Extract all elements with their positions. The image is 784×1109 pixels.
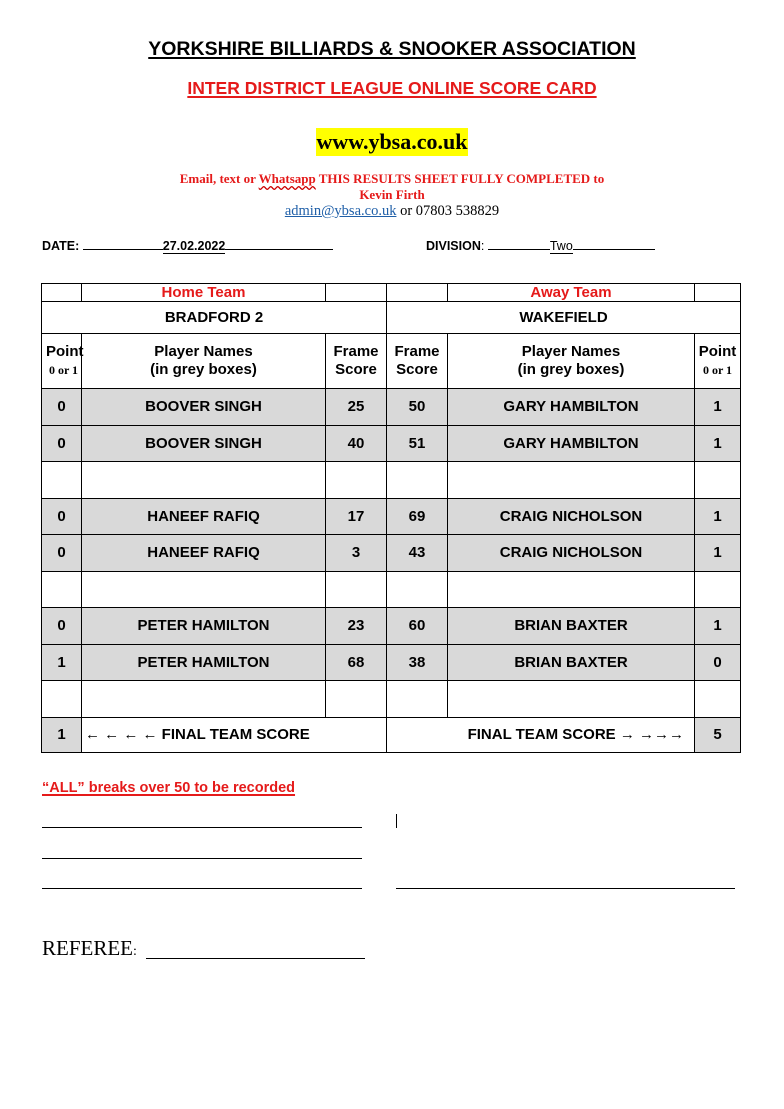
away-score-cell[interactable]: 50: [387, 389, 448, 426]
away-point-cell[interactable]: 0: [695, 644, 741, 681]
away-point-cell[interactable]: 1: [695, 608, 741, 645]
contact-phone: 07803 538829: [415, 203, 500, 219]
empty-cell[interactable]: [448, 571, 695, 608]
home-player-names-header: [82, 334, 326, 389]
point-header-text: Point: [46, 343, 84, 360]
date-field: [42, 236, 333, 253]
division-colon: :: [480, 239, 485, 253]
blank-cell: [695, 284, 741, 302]
empty-cell[interactable]: [448, 462, 695, 499]
home-score-cell[interactable]: 3: [326, 535, 387, 572]
away-point-header: [695, 334, 741, 389]
away-player-cell[interactable]: GARY HAMBILTON: [448, 389, 695, 426]
home-score-cell[interactable]: 25: [326, 389, 387, 426]
spacer-row: [42, 681, 741, 718]
text-cursor: [396, 814, 397, 828]
home-player-cell[interactable]: BOOVER SINGH: [82, 425, 326, 462]
empty-cell[interactable]: [387, 681, 448, 718]
home-player-cell[interactable]: PETER HAMILTON: [82, 644, 326, 681]
blank-cell: [326, 284, 387, 302]
referee-label: REFEREE: [42, 936, 134, 960]
away-frame-score-header: [387, 334, 448, 389]
contact-line: [0, 203, 784, 220]
referee-signature-line[interactable]: [146, 958, 365, 959]
scorecard-subtitle-text: INTER DISTRICT LEAGUE ONLINE SCORE CARD: [187, 78, 597, 98]
away-team-label: Away Team: [448, 284, 695, 302]
frame-row: [42, 535, 741, 572]
blank-cell: [387, 284, 448, 302]
away-score-cell[interactable]: 69: [387, 498, 448, 535]
empty-cell[interactable]: [695, 681, 741, 718]
date-value[interactable]: 27.02.2022: [162, 239, 226, 253]
home-score-cell[interactable]: 23: [326, 608, 387, 645]
spacer-row: [42, 571, 741, 608]
frame-text: Frame: [333, 343, 379, 360]
frame-row: [42, 389, 741, 426]
home-point-cell[interactable]: 0: [42, 498, 82, 535]
association-title-text: YORKSHIRE BILLIARDS & SNOOKER ASSOCIATION: [148, 38, 636, 60]
submission-instructions: [0, 171, 784, 202]
away-score-cell[interactable]: 60: [387, 608, 448, 645]
division-field: [426, 236, 655, 253]
home-score-cell[interactable]: 40: [326, 425, 387, 462]
instruction-recipient: Kevin Firth: [359, 186, 425, 202]
team-label-row: [42, 284, 741, 302]
home-frame-score-header: [326, 334, 387, 389]
date-blank-before: [83, 236, 163, 250]
break-entry-line[interactable]: [396, 888, 735, 889]
break-entry-line[interactable]: [42, 858, 362, 859]
empty-cell[interactable]: [695, 462, 741, 499]
home-team-label: Home Team: [82, 284, 326, 302]
blank-cell: [42, 284, 82, 302]
away-score-cell[interactable]: 38: [387, 644, 448, 681]
website-link[interactable]: www.ybsa.co.uk: [316, 129, 468, 154]
score-text: Score: [335, 361, 377, 378]
point-header-sub: 0 or 1: [702, 363, 733, 377]
date-label: DATE:: [42, 239, 80, 253]
instruction-prefix: Email, text or: [179, 171, 259, 186]
empty-cell[interactable]: [42, 681, 82, 718]
away-player-cell[interactable]: BRIAN BAXTER: [448, 608, 695, 645]
empty-cell[interactable]: [326, 681, 387, 718]
instruction-suffix: THIS RESULTS SHEET FULLY COMPLETED to: [315, 171, 605, 186]
away-player-names-header: [448, 334, 695, 389]
division-blank-before: [488, 236, 550, 250]
home-final-label: ← ← ← ← FINAL TEAM SCORE: [82, 717, 387, 752]
frame-text: Frame: [394, 343, 440, 360]
referee-colon: :: [133, 944, 137, 959]
contact-or: or: [396, 203, 416, 219]
home-player-cell[interactable]: BOOVER SINGH: [82, 389, 326, 426]
empty-cell[interactable]: [42, 462, 82, 499]
home-score-cell[interactable]: 17: [326, 498, 387, 535]
division-label: DIVISION: [426, 239, 481, 253]
away-final-score[interactable]: 5: [695, 717, 741, 752]
point-header-sub: 0 or 1: [48, 363, 79, 377]
frame-row: [42, 608, 741, 645]
home-point-cell[interactable]: 1: [42, 644, 82, 681]
player-names-text: Player Names: [521, 343, 621, 360]
empty-cell[interactable]: [42, 571, 82, 608]
division-value[interactable]: Two: [549, 239, 573, 253]
frame-row: [42, 425, 741, 462]
home-point-cell[interactable]: 0: [42, 535, 82, 572]
date-blank-after: [225, 236, 333, 250]
empty-cell[interactable]: [387, 462, 448, 499]
empty-cell[interactable]: [326, 462, 387, 499]
home-score-cell[interactable]: 68: [326, 644, 387, 681]
home-player-cell[interactable]: HANEEF RAFIQ: [82, 498, 326, 535]
home-point-cell[interactable]: 0: [42, 389, 82, 426]
referee-field: [42, 936, 137, 961]
empty-cell[interactable]: [695, 571, 741, 608]
player-names-text: Player Names: [154, 343, 253, 360]
break-entry-line[interactable]: [42, 827, 362, 828]
player-names-sub: (in grey boxes): [150, 361, 257, 378]
breaks-note: [42, 780, 295, 796]
empty-cell[interactable]: [82, 571, 326, 608]
association-title: [0, 38, 784, 61]
empty-cell[interactable]: [82, 462, 326, 499]
away-player-cell[interactable]: CRAIG NICHOLSON: [448, 535, 695, 572]
frame-row: [42, 498, 741, 535]
away-player-cell[interactable]: GARY HAMBILTON: [448, 425, 695, 462]
away-score-cell[interactable]: 51: [387, 425, 448, 462]
away-point-cell[interactable]: 1: [695, 425, 741, 462]
point-header-text: Point: [698, 343, 737, 360]
home-point-cell[interactable]: 0: [42, 425, 82, 462]
score-table: [41, 283, 741, 753]
empty-cell[interactable]: [387, 571, 448, 608]
column-header-row: [42, 334, 741, 389]
player-names-sub: (in grey boxes): [517, 361, 625, 378]
scorecard-subtitle: [0, 78, 784, 99]
empty-cell[interactable]: [326, 571, 387, 608]
empty-cell[interactable]: [448, 681, 695, 718]
score-text: Score: [396, 361, 438, 378]
away-player-cell[interactable]: BRIAN BAXTER: [448, 644, 695, 681]
breaks-note-text: “ALL” breaks over 50 to be recorded: [42, 780, 296, 796]
home-final-score[interactable]: 1: [42, 717, 82, 752]
contact-email-link[interactable]: admin@ybsa.co.uk: [284, 203, 397, 219]
home-player-cell[interactable]: PETER HAMILTON: [82, 608, 326, 645]
team-name-row: [42, 302, 741, 334]
website-banner: [0, 128, 784, 156]
away-point-cell[interactable]: 1: [695, 498, 741, 535]
division-blank-after: [573, 236, 655, 250]
home-team-name[interactable]: BRADFORD 2: [42, 302, 387, 334]
away-point-cell[interactable]: 1: [695, 389, 741, 426]
home-player-cell[interactable]: HANEEF RAFIQ: [82, 535, 326, 572]
home-point-header: [42, 334, 82, 389]
home-point-cell[interactable]: 0: [42, 608, 82, 645]
away-point-cell[interactable]: 1: [695, 535, 741, 572]
away-score-cell[interactable]: 43: [387, 535, 448, 572]
away-player-cell[interactable]: CRAIG NICHOLSON: [448, 498, 695, 535]
empty-cell[interactable]: [82, 681, 326, 718]
spacer-row: [42, 462, 741, 499]
away-team-name[interactable]: WAKEFIELD: [387, 302, 741, 334]
final-score-row: [42, 717, 741, 752]
break-entry-line[interactable]: [42, 888, 362, 889]
away-final-label: FINAL TEAM SCORE → →→→: [387, 717, 695, 752]
instruction-whatsapp: Whatsapp: [258, 171, 316, 186]
frame-row: [42, 644, 741, 681]
